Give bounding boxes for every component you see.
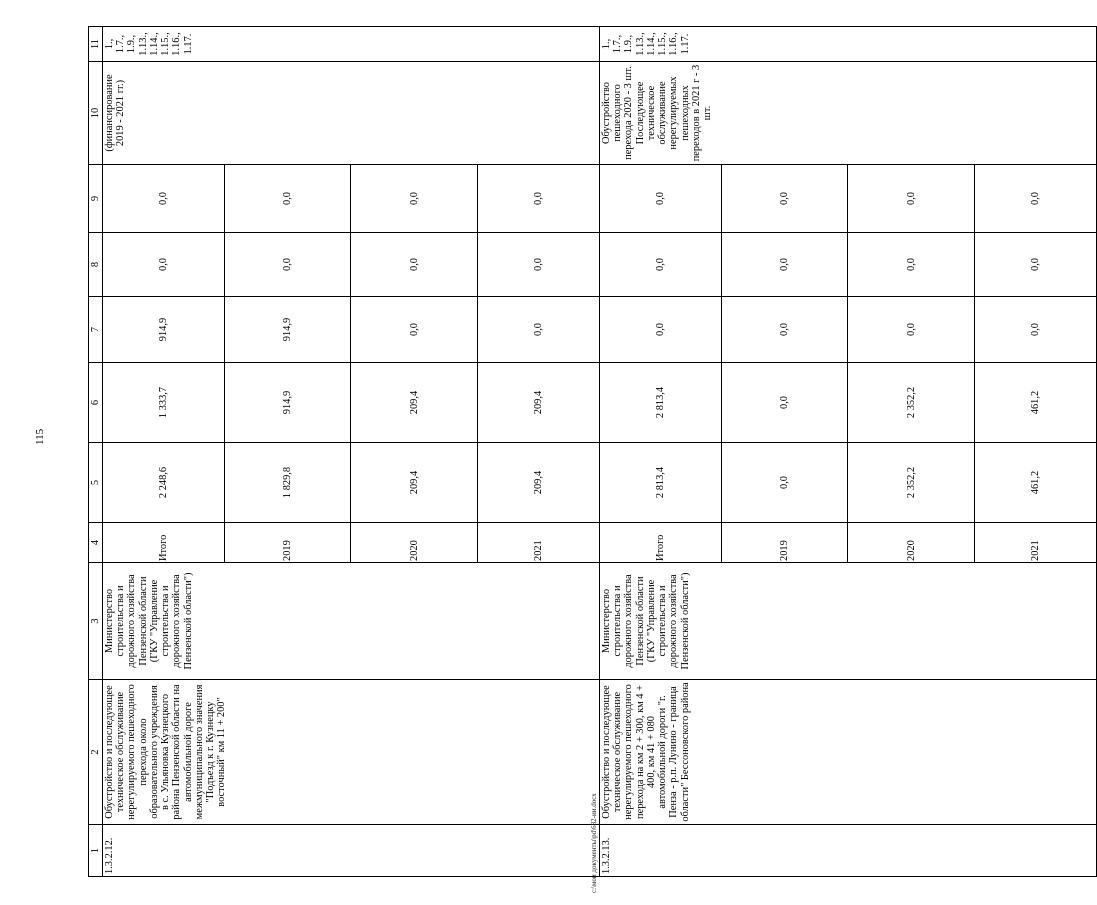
header-cell: 2 [89, 680, 103, 825]
value: 0,0 [600, 165, 721, 232]
local-budget-cell [600, 233, 1097, 297]
header-cell: 1 [89, 825, 103, 877]
value: 0,0 [532, 192, 544, 205]
local-budget-cell [103, 233, 600, 297]
value: 209,4 [532, 470, 544, 495]
value: 0,0 [721, 443, 848, 522]
indicators: 1., 1.7., 1.9., 1.13., 1.14., 1.15., 1.16., 1.17. [103, 27, 600, 62]
regional-budget-cell [600, 363, 1097, 443]
indicators: 1., 1.7., 1.9., 1.13., 1.14., 1.15., 1.16., 1.17. [600, 27, 1097, 62]
expected-result: Обустройство пешеходного перехода 2020 - 3 шт. Последующее техническое обслуживание нерегулируемых пешеходных переходов в 2021 г - 3 шт. [600, 62, 1097, 165]
other-sources-cell [600, 165, 1097, 233]
value: 0,0 [848, 165, 975, 232]
value: 1 829,8 [224, 443, 351, 522]
federal-budget-cell [103, 297, 600, 363]
header-cell: 10 [89, 62, 103, 165]
value: 0,0 [224, 233, 351, 296]
year: 2020 [848, 523, 975, 562]
page-number: 115 [34, 428, 46, 445]
header-cell: 9 [89, 165, 103, 233]
row-number: 1.3.2.12. [103, 825, 600, 877]
header-cell: 7 [89, 297, 103, 363]
value: 1 333,7 [103, 363, 224, 442]
value: 0,0 [721, 297, 848, 362]
regional-budget-cell [103, 363, 600, 443]
other-sources-cell [103, 165, 600, 233]
value: 0,0 [351, 233, 478, 296]
value: 0,0 [224, 165, 351, 232]
footer-path: с:\мои документы\рd\682-ии.docx [590, 793, 598, 893]
year: 2021 [1029, 540, 1041, 561]
value: 0,0 [351, 165, 478, 232]
value: 0,0 [1029, 323, 1041, 336]
table-row [103, 27, 600, 877]
header-cell: 8 [89, 233, 103, 297]
expected-result: (финансирование 2019 - 2021 гг.) [103, 62, 600, 165]
value: 914,9 [224, 363, 351, 442]
value: 461,2 [1029, 390, 1041, 415]
value: 0,0 [532, 323, 544, 336]
value: 0,0 [721, 233, 848, 296]
value: 0,0 [848, 233, 975, 296]
value: 0,0 [103, 165, 224, 232]
table-row [600, 27, 1097, 877]
value: 0,0 [848, 297, 975, 362]
value: 0,0 [1029, 258, 1041, 271]
year: Итого [600, 523, 721, 562]
year: 2020 [351, 523, 478, 562]
header-cell: 11 [89, 27, 103, 62]
value: 2 352,2 [848, 443, 975, 522]
value: 2 813,4 [600, 443, 721, 522]
header-cell: 6 [89, 363, 103, 443]
year: 2019 [721, 523, 848, 562]
executor: Министерство строительства и дорожного хозяйства Пензенской области (ГКУ "Управление строительства и дорожного хозяйства Пензенской области") [600, 563, 1097, 680]
measure-name: Обустройство и последующее техническое обслуживание нерегулируемого пешеходного перехода около образовательного учреждения в с. Ульяновка Кузнецкого района Пензенской области на автомобильной дороге межмуниципального значения "Подъезд к г. Кузнецку восточный" км 11 + 200" [103, 680, 600, 825]
value: 2 248,6 [103, 443, 224, 522]
value: 0,0 [600, 297, 721, 362]
value: 209,4 [351, 363, 478, 442]
federal-budget-cell [600, 297, 1097, 363]
value: 0,0 [721, 165, 848, 232]
value: 0,0 [532, 258, 544, 271]
header-cell: 5 [89, 443, 103, 523]
value: 0,0 [1029, 192, 1041, 205]
value: 461,2 [1029, 470, 1041, 495]
year: Итого [103, 523, 224, 562]
value: 0,0 [103, 233, 224, 296]
header-cell: 4 [89, 523, 103, 563]
value: 2 352,2 [848, 363, 975, 442]
row-number: 1.3.2.13. [600, 825, 1097, 877]
measure-name: Обустройство и последующее техническое обслуживание нерегулируемого пешеходного перехода на км 2 + 300, км 4 + 400, км 41 + 080 автомобильной дороги "г. Пенза - р.п. Лунино - граница области" Бессоновского района [600, 680, 1097, 825]
year: 2019 [224, 523, 351, 562]
value: 2 813,4 [600, 363, 721, 442]
value: 914,9 [103, 297, 224, 362]
value: 0,0 [351, 297, 478, 362]
total-cell [600, 443, 1097, 523]
header-row [89, 27, 103, 877]
value: 209,4 [351, 443, 478, 522]
value: 0,0 [721, 363, 848, 442]
value: 914,9 [224, 297, 351, 362]
total-cell [103, 443, 600, 523]
years-cell [600, 523, 1097, 563]
header-cell: 3 [89, 563, 103, 680]
years-cell [103, 523, 600, 563]
value: 0,0 [600, 233, 721, 296]
program-table [88, 26, 1097, 877]
year: 2021 [532, 540, 544, 561]
executor: Министерство строительства и дорожного хозяйства Пензенской области (ГКУ "Управление строительства и дорожного хозяйства Пензенской области") [103, 563, 600, 680]
value: 209,4 [532, 390, 544, 415]
